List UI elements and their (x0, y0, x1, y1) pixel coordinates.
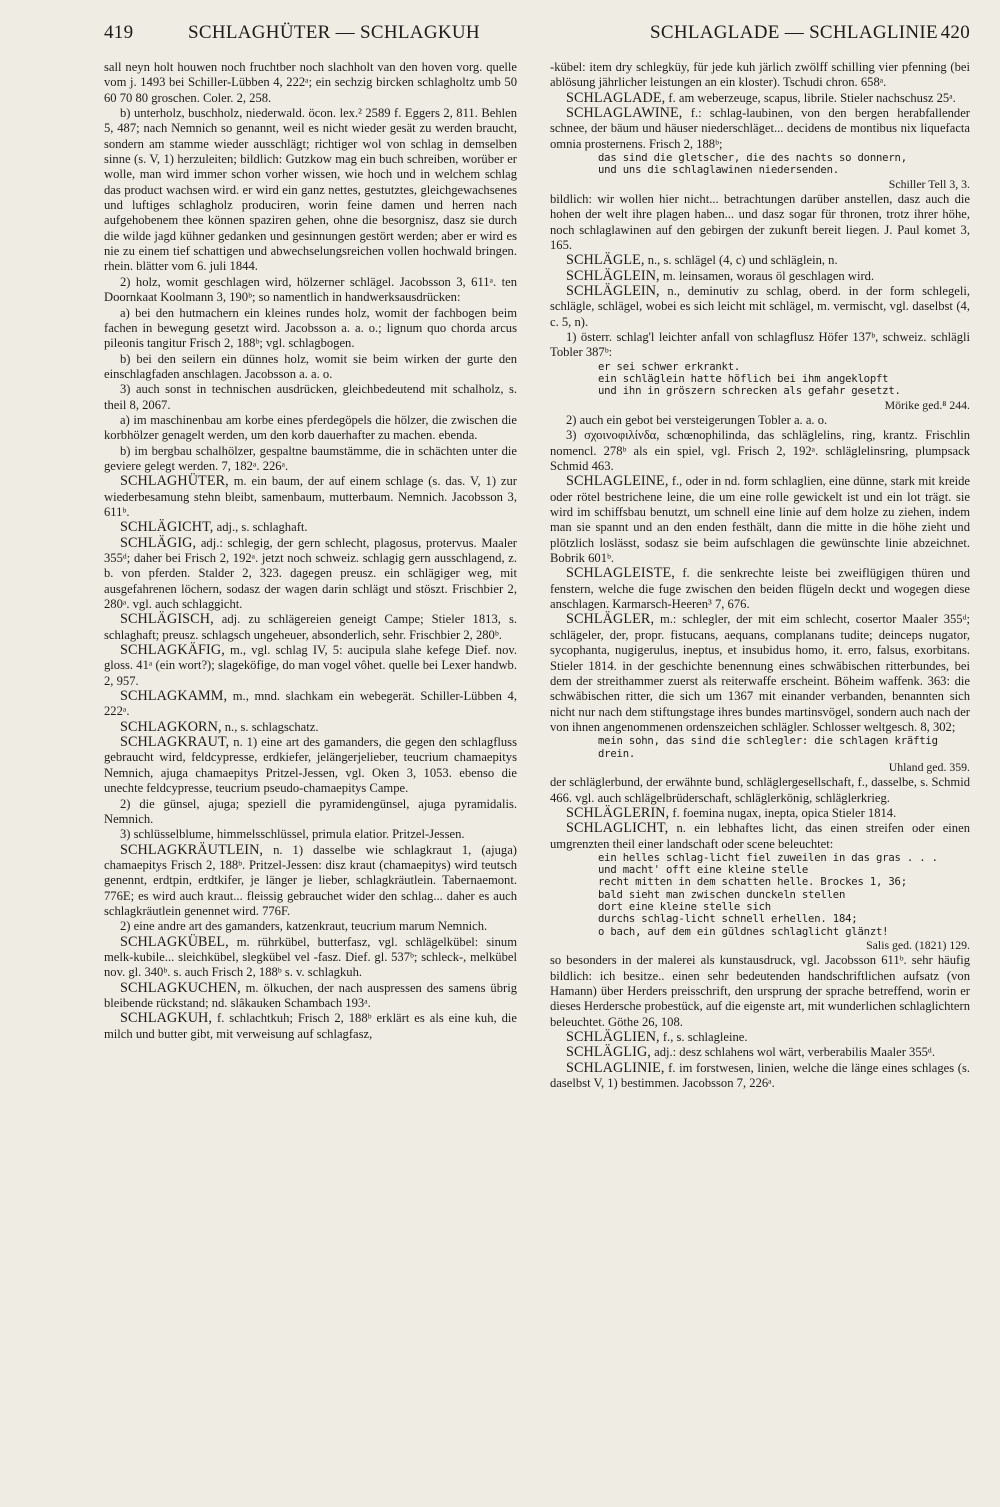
entry-headword: SCHLAGKÜBEL, (120, 933, 229, 950)
running-head-left: SCHLAGHÜTER — SCHLAGKUH (188, 22, 480, 43)
entry-headword: SCHLÄGLEIN, (566, 283, 660, 300)
entry-definition: m., mnd. slachkam ein webegerät. Schiller-Lübben 4, 222ᵃ. (104, 689, 517, 719)
right-column (550, 60, 970, 1091)
entry-headword: SCHLÄGLERIN, (566, 804, 670, 821)
entry-paragraph: sall neyn holt houwen noch fruchtber noch slachholt van den hoven vorg. quelle vom j. 1493 bei Schiller-Lübben 4, 222ᵃ; ein sechzig bircken schlagholtz umb 50 60 70 80 groschen. Coler. 2, 258. (104, 60, 517, 105)
dictionary-entry (550, 474, 970, 566)
entry-headword: SCHLÄGLE, (566, 252, 645, 269)
page-number-right: 420 (940, 22, 970, 43)
entry-headword: SCHLÄGISCH, (120, 611, 214, 628)
dictionary-entry (104, 981, 517, 1012)
entry-headword: SCHLAGLAWINE, (566, 105, 683, 122)
dictionary-entry (104, 720, 517, 735)
dictionary-entry (550, 253, 970, 268)
dictionary-entry (104, 735, 517, 796)
entry-definition: f. die senkrechte leiste bei zweiflügigen thüren und fenstern, welche die fuge zwischen den beiden flügeln deckt und wogegen diese anschlagen. Karmarsch-Heeren³ 7, 676. (550, 566, 970, 612)
entry-headword: SCHLÄGLER, (566, 611, 655, 628)
entry-headword: SCHLAGLEINE, (566, 473, 669, 490)
entry-headword: SCHLAGLICHT, (566, 820, 669, 837)
dictionary-entry (550, 821, 970, 852)
entry-paragraph: so besonders in der malerei als kunstausdruck, vgl. Jacobsson 611ᵇ. sehr häufig bildlich: ich besitze.. einen sehr bedeutenden handschriftlichen aufsatz (von Hamann) über Herders preisschrift, den ursprung der sprache betreffend, worin er dieses Herdersche probestück, auf die eigenste art, mit wunderlichen schlaglichtern beleuchtet. Göthe 26, 108. (550, 953, 970, 1029)
entry-headword: SCHLAGKRAUT, (120, 734, 230, 751)
entry-paragraph: 3) auch sonst in technischen ausdrücken, gleichbedeutend mit schalholz, s. theil 8, 2067. (104, 382, 517, 412)
verse-quotation: mein sohn, das sind die schlegler: die schlagen kräftig drein. (598, 735, 938, 760)
entry-paragraph: b) bei den seilern ein dünnes holz, womit sie beim wirken der gurte den einschlagfaden anschlagen. Jacobsson a. a. o. (104, 351, 517, 381)
entry-definition: f. im forstwesen, linien, welche die länge eines schlages (s. daselbst V, 1) bestimmen. Jacobsson 7, 226ᵃ. (550, 1060, 970, 1091)
entry-paragraph: der schläglerbund, der erwähnte bund, schläglergesellschaft, f., dasselbe, s. Schmid 466. vgl. auch schlägelbrüderschaft, schläglerkönig, schläglerkrieg. (550, 775, 970, 805)
dictionary-entry (550, 612, 970, 735)
page-header (104, 22, 970, 52)
entry-paragraph: 1) österr. schlag'l leichter anfall von schlagflusz Höfer 137ᵇ, schweiz. schlägli Tobler 387ᵇ: (550, 330, 970, 360)
entry-definition: f., s. schlagleine. (659, 1030, 748, 1045)
verse-quotation: ein helles schlag-licht fiel zuweilen in das gras . . . und macht' offt eine kleine stelle recht mitten in dem schatten helle. Brockes 1, 36; bald sieht man zwischen dunckeln stellen dort eine kleine stelle sich durchs schlag-licht schnell erhellen. 184; o bach, auf dem ein güldnes schlaglicht glänzt! (598, 851, 938, 938)
entry-definition: m. ein baum, der auf einem schlage (s. das. V, 1) zur wiederbesamung stehn bleibt, samenbaum, mutterbaum. Nemnich. Jacobsson 3, 611ᵇ. (104, 474, 517, 519)
entry-paragraph: 3) σχοινοφιλίνδα, schœnophilinda, das schläglelins, ring, krantz. Frischlin nomencl. 278ᵇ als ein spiel, vgl. Frisch 2, 192ᵃ. schläglelinsring, plumpsack Schmid 463. (550, 428, 970, 474)
entry-definition: f. schlachtkuh; Frisch 2, 188ᵇ erklärt es als eine kuh, die milch und butter gibt, mit verweisung auf schlagfasz, (104, 1011, 517, 1041)
quotation-source: Uhland ged. 359. (888, 759, 970, 774)
entry-paragraph: 2) holz, womit geschlagen wird, hölzerner schlägel. Jacobsson 3, 611ᵃ. ten Doornkaat Koolmann 3, 190ᵇ; so namentlich in handwerksausdrücken: (104, 274, 517, 305)
entry-paragraph: a) bei den hutmachern ein kleines rundes holz, womit der fachbogen beim fachen in bewegung gesetzt wird. Jacobsson a. a. o.; lignum quo chorda arcus pileonis tangitur Frisch 2, 188ᵇ; vgl. schlagbogen. (104, 305, 517, 351)
left-column (104, 60, 517, 1042)
entry-definition: n., deminutiv zu schlag, oberd. in der form schlegeli, schlägle, schlägel, wobei es sich leicht mit schlägel, m. vermischt, vgl. daselbst (4, c. 5, n). (550, 284, 970, 329)
dictionary-entry (550, 806, 970, 821)
dictionary-entry (104, 643, 517, 689)
entry-headword: SCHLÄGIG, (120, 534, 197, 551)
entry-definition: f. foemina nugax, inepta, opica Stieler 1814. (669, 805, 897, 820)
entry-definition: n., s. schlägel (4, c) und schläglein, n. (644, 253, 838, 268)
dictionary-entry (550, 284, 970, 330)
dictionary-entry (104, 474, 517, 520)
entry-headword: SCHLAGLINIE, (566, 1059, 665, 1076)
dictionary-entry (550, 269, 970, 284)
entry-headword: SCHLÄGLIEN, (566, 1029, 660, 1046)
entry-definition: m.: schlegler, der mit eim schlecht, cosertor Maaler 355ᵈ; schlägeler, der, propr. fistucans, aequans, complanans tudite; deinceps nugator, sycophanta, nugigerulus, ineptus, et insubidus homo, it. erro, falsus, exorbitans. Stieler 1814. in der geschichte benennung eines schwäbischen ritterbundes, bei dem der streithammer zuerst als reiterwaffe erscheint. Böheim waffenk. 363: die schwäbischen ritter, die sich um 1367 mit einander verbanden, benannten sich nicht nur nach dem stiftungstage ihres bundes martinsvögel, sondern auch nach der von ihnen angenommenen ordenszeichen schlägler. Schlosser weltgesch. 8, 302; (550, 612, 970, 734)
entry-definition: f.: schlag-laubinen, von den bergen herabfallender schnee, der bäum und häuser niederschläget... decidens de montibus nix liquefacta omnia prosternens. Frisch 2, 188ᵇ; (550, 106, 970, 151)
dictionary-entry (104, 1011, 517, 1042)
dictionary-entry (550, 1045, 970, 1060)
quotation-source: Schiller Tell 3, 3. (888, 176, 970, 191)
entry-headword: SCHLÄGICHT, (120, 519, 214, 536)
page-number-left: 419 (104, 22, 134, 43)
entry-headword: SCHLAGKAMM, (120, 688, 228, 705)
dictionary-entry (550, 106, 970, 152)
entry-headword: SCHLAGKRÄUTLEIN, (120, 841, 264, 858)
entry-definition: m. rührkübel, butterfasz, vgl. schlägelkübel: sinum melk-kubile... sleichkübel, slegkübel vel -fasz. Dief. gl. 537ᵇ; schleck-, melkübel nov. gl. 340ᵇ. s. auch Frisch 2, 188ᵇ s. v. schlagkuh. (104, 934, 517, 980)
verse-quotation: das sind die gletscher, die des nachts so donnern, und uns die schlaglawinen niedersenden. (598, 152, 907, 177)
dictionary-entry (104, 935, 517, 981)
entry-paragraph: 3) schlüsselblume, himmelsschlüssel, primula elatior. Pritzel-Jessen. (120, 827, 465, 842)
entry-headword: SCHLAGKÄFIG, (120, 642, 225, 659)
dictionary-entry (104, 689, 517, 720)
entry-definition: adj.: desz schlahens wol wärt, verberabilis Maaler 355ᵈ. (650, 1045, 935, 1060)
entry-paragraph: 2) eine andre art des gamanders, katzenkraut, teucrium marum Nemnich. (120, 919, 488, 934)
entry-headword: SCHLÄGLIG, (566, 1044, 651, 1061)
entry-headword: SCHLAGLEISTE, (566, 565, 675, 582)
dictionary-entry (550, 91, 970, 106)
quotation-source: Mörike ged.⁸ 244. (884, 397, 970, 412)
entry-headword: SCHLAGKUH, (120, 1010, 213, 1027)
quotation-source: Salis ged. (1821) 129. (866, 937, 970, 952)
entry-headword: SCHLAGLADE, (566, 89, 666, 106)
entry-paragraph: 2) die günsel, ajuga; speziell die pyramidengünsel, ajuga pyramidalis. Nemnich. (104, 796, 517, 826)
entry-paragraph: 2) auch ein gebot bei versteigerungen Tobler a. a. o. (566, 413, 828, 428)
dictionary-entry (550, 566, 970, 612)
entry-definition: n. ein lebhaftes licht, das einen streifen oder einen umgrenzten theil einer landschaft oder scene beleuchtet: (550, 821, 970, 851)
verse-quotation: er sei schwer erkrankt. ein schläglein hatte höflich bei ihm angeklopft und ihn in gröszern schrecken als gefahr gesetzt. (598, 360, 901, 398)
entry-definition: n., s. schlagschatz. (221, 719, 319, 734)
entry-headword: SCHLAGHÜTER, (120, 473, 229, 490)
entry-paragraph: b) im bergbau schalhölzer, gespaltne baumstämme, die in schächten unter die geviere gelegt werden. 7, 182ᵃ. 226ᵃ. (104, 443, 517, 473)
entry-paragraph: a) im maschinenbau am korbe eines pferdegöpels die hölzer, die zwischen die korbhölzer genagelt werden, um den korb dauerhafter zu machen. ebenda. (104, 412, 517, 443)
entry-definition: f., oder in nd. form schlaglien, eine dünne, stark mit kreide oder rötel bestrichene leine, die um eine rolle gewickelt ist und ein lot trägt. sie wird im schiffsbau benutzt, um schnell eine linie auf dem holze zu ziehen, indem man sie spannt und an den enden festhält, dann die mitte in die höhe zieht und plötzlich loslässt, sodasz sie beim aufschlagen die gewünschte linie abzeichnet. Bobrik 601ᵇ. (550, 474, 970, 566)
running-head-right: SCHLAGLADE — SCHLAGLINIE (650, 22, 938, 43)
entry-definition: n. 1) dasselbe wie schlagkraut 1, (ajuga) chamaepitys Frisch 2, 188ᵇ. Pritzel-Jessen: disz kraut (chamaepitys) wird teutsch genennt, erdtpin, erdtkifer, je länger je lieber, schlagkräutlein. Tabernaemont. 776E; es wird auch kraut... fleissig gebrauchet wider den schlag... daher es auch schlagkräutlein genennet wird. 776F. (104, 842, 517, 918)
entry-definition: n. 1) eine art des gamanders, die gegen den schlagfluss gebraucht wird, feldcypresse, erdkiefer, jelängerjelieber, teucrium chamaepitys Nemnich, ajuga chamaepitys Pritzel-Jessen, vgl. Oken 3, 1053. ebenso die unechte feldcypresse, teucrium pseudo-chamaepitys Campe. (104, 735, 517, 796)
entry-headword: SCHLÄGLEIN, (566, 267, 660, 284)
dictionary-entry (550, 1061, 970, 1092)
entry-definition: m. ölkuchen, der nach auspressen des samens übrig bleibende rückstand; nd. slâkauken Schambach 193ᵃ. (104, 980, 517, 1010)
entry-definition: f. am weberzeuge, scapus, librile. Stieler nachschusz 25ᵃ. (665, 90, 956, 105)
dictionary-entry (104, 612, 517, 643)
entry-definition: m., vgl. schlag IV, 5: aucipula slahe kefege Dief. nov. gloss. 41ᵃ (ein wort?); slageköfige, do man vogel vôhet. quelle bei Lexer handwb. 2, 957. (104, 643, 517, 688)
entry-definition: adj.: schlegig, der gern schlecht, plagosus, protervus. Maaler 355ᵈ; daher bei Frisch 2, 192ᵃ. jetzt noch schweiz. schlagig gern ausschlagend, z. b. von pferden. Stalder 2, 323. dagegen preusz. ein schlägiger weg, mit ausgefahrenen löchern, sodasz der wagen darin schlägt und stöszt. Frischbier 2, 280ᵃ. vgl. auch schlaggicht. (104, 535, 517, 612)
entry-headword: SCHLAGKORN, (120, 718, 222, 735)
dictionary-entry (104, 520, 517, 535)
entry-paragraph: bildlich: wir wollen hier nicht... betrachtungen darüber anstellen, dasz auch die hohen der welt ihre plagen haben... und dasz sogar für thronen, trotz ihrer höhe, noch schlaglawinen auf den gebirgen der zukunft bereit liegen. J. Paul komet 3, 165. (550, 192, 970, 253)
dictionary-entry (104, 843, 517, 920)
entry-definition: adj. zu schlägereien geneigt Campe; Stieler 1813, s. schlaghaft; preusz. schlagsch ungeheuer, absonderlich, sehr. Frischbier 2, 280ᵇ. (104, 612, 517, 642)
entry-definition: m. leinsamen, woraus öl geschlagen wird. (659, 268, 875, 283)
dictionary-entry (104, 536, 517, 613)
entry-definition: adj., s. schlaghaft. (213, 520, 308, 535)
entry-paragraph: b) unterholz, buschholz, niederwald. öcon. lex.² 2589 f. Eggers 2, 811. Behlen 5, 487; nach Nemnich so genannt, weil es nicht wieder gesät zu werden braucht, sondern am stamme wieder ausschlägt; richtiger wol von schlag in demselben sinne (s. V, 1) herzuleiten; bildlich: Gutzkow mag ein buch schreiben, worüber er wolle, man wird immer schon vorher wissen, wie hoch und in welchem schlag das product wachsen wird. er wird ein ganz nettes, gestutztes, gleichgewachsenes und luftiges schlagholz produciren, worin feine damen und herren nach aufgehobenem thee können spaziren gehen, ohne die besorgnisz, dasz sie durch die wilde jagd kühner gedanken und gesinnungen gestört werden; aber er wird es nie zu einem tief schattigen und abwechselungsreichen vollen hochwald bringen. rhein. blätter vom 6. juli 1844. (104, 106, 517, 274)
entry-paragraph: -kübel: item dry schlegküy, für jede kuh järlich zwölff schilling vier pfenning (bei ablösung jährlicher leistungen an ein kloster). Tschudi chron. 658ᵃ. (550, 60, 970, 90)
entry-headword: SCHLAGKUCHEN, (120, 979, 241, 996)
